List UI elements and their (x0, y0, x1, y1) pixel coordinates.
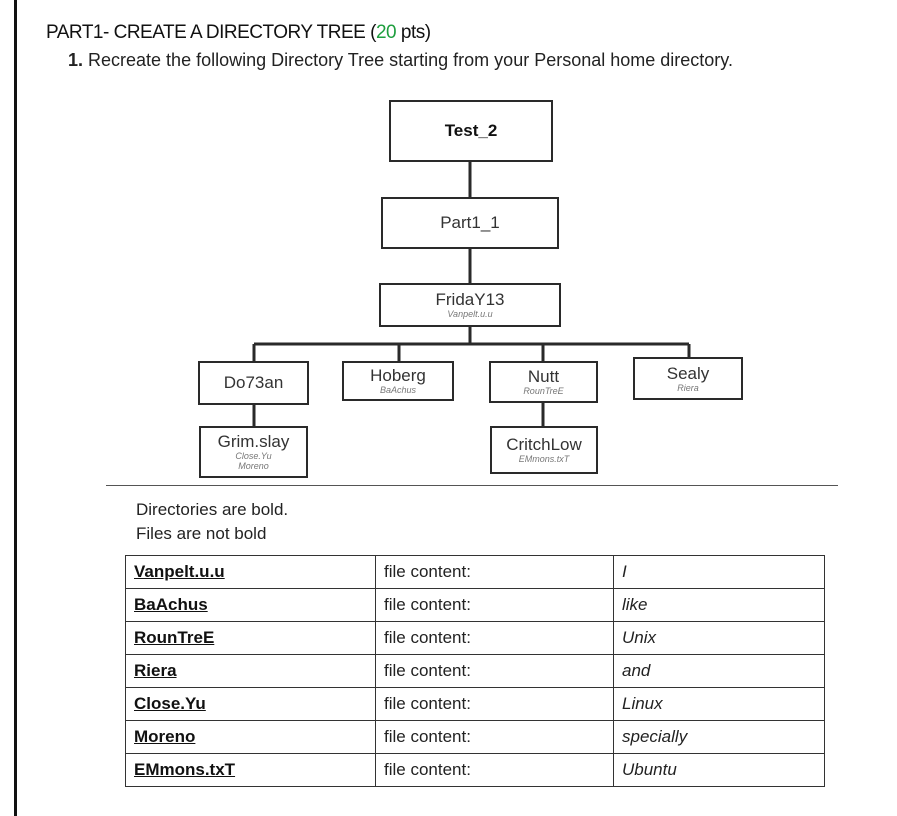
file-name-cell: Riera (126, 655, 376, 688)
dir-name: Hoberg (370, 366, 426, 385)
dir-file-1: Close.Yu (235, 451, 272, 461)
content-cell: Ubuntu (614, 754, 825, 787)
dir-node-critch (490, 426, 598, 474)
dir-node-do73an (198, 361, 309, 405)
dir-name: Nutt (527, 367, 560, 386)
instruction-number: 1. (68, 50, 84, 70)
label-cell: file content: (376, 655, 614, 688)
dir-files: Vanpelt.u.u (447, 309, 493, 319)
dir-node-part1 (381, 197, 559, 249)
dir-files: EMmons.txT (518, 454, 570, 464)
section-divider (106, 485, 838, 486)
content-cell: Unix (614, 622, 825, 655)
content-cell: specially (614, 721, 825, 754)
dir-node-test2 (389, 100, 553, 162)
file-name-cell: Close.Yu (126, 688, 376, 721)
dir-name: FridaY13 (435, 290, 505, 309)
heading-prefix: PART1- CREATE A DIRECTORY TREE ( (46, 22, 376, 43)
file-name-cell: EMmons.txT (126, 754, 376, 787)
dir-name: Test_2 (444, 121, 498, 140)
table-row (126, 721, 825, 754)
label-cell: file content: (376, 688, 614, 721)
table-row (126, 556, 825, 589)
label-cell: file content: (376, 754, 614, 787)
dir-node-hoberg (342, 361, 454, 401)
table-row (126, 622, 825, 655)
table-row (126, 589, 825, 622)
dir-name: CritchLow (506, 435, 582, 454)
content-cell: and (614, 655, 825, 688)
legend (136, 498, 288, 546)
dir-node-sealy (633, 357, 743, 400)
heading-suffix: pts) (396, 22, 431, 43)
table-row (126, 754, 825, 787)
file-content-table (125, 555, 825, 787)
label-cell: file content: (376, 721, 614, 754)
dir-name: Sealy (666, 363, 710, 383)
legend-line-directories: Directories are bold. (136, 500, 289, 519)
dir-file-2: Moreno (238, 461, 269, 471)
dir-files: BaAchus (379, 385, 417, 395)
dir-node-friday (379, 283, 561, 327)
content-cell: like (614, 589, 825, 622)
table-row (126, 688, 825, 721)
file-name-cell: Moreno (126, 721, 376, 754)
heading-points: 20 (375, 22, 397, 43)
file-name-cell: RounTreE (126, 622, 376, 655)
legend-line-files: Files are not bold (136, 524, 267, 543)
dir-name: Part1_1 (440, 213, 500, 232)
file-name-cell: BaAchus (126, 589, 376, 622)
dir-node-nutt (489, 361, 598, 403)
content-cell: I (614, 556, 825, 589)
dir-name: Do73an (223, 373, 284, 392)
label-cell: file content: (376, 556, 614, 589)
dir-files: RounTreE (523, 386, 564, 396)
dir-name: Grim.slay (217, 432, 290, 451)
file-name-cell: Vanpelt.u.u (126, 556, 376, 589)
label-cell: file content: (376, 622, 614, 655)
content-cell: Linux (614, 688, 825, 721)
dir-files: Riera (677, 382, 699, 393)
table-row (126, 655, 825, 688)
label-cell: file content: (376, 589, 614, 622)
instruction-text: Recreate the following Directory Tree starting from your Personal home directory. (83, 50, 733, 70)
dir-node-grim (199, 426, 308, 478)
